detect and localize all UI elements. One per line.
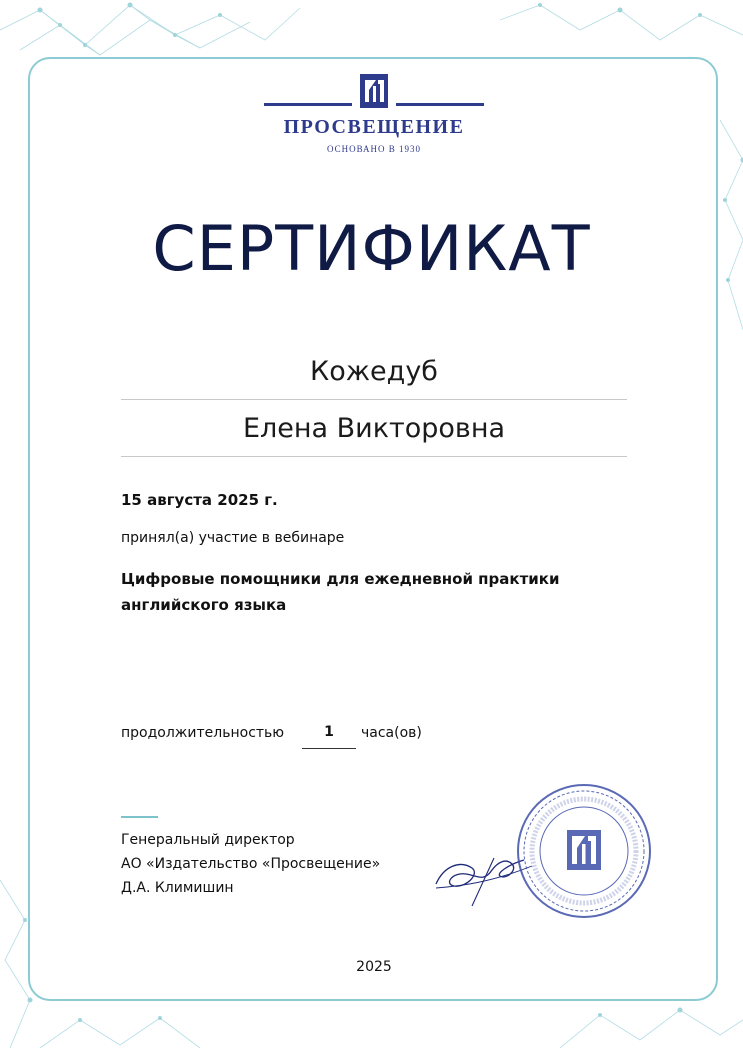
duration-unit: часа(ов): [361, 725, 422, 741]
duration-underline: [302, 748, 356, 749]
logo-line-left: [264, 103, 352, 106]
divider: [121, 399, 627, 400]
duration-label: продолжительностью: [121, 725, 285, 741]
official-seal-stamp: [515, 782, 653, 920]
certificate-year: 2025: [356, 959, 392, 975]
recipient-first-middle-name: Елена Викторовна: [242, 413, 506, 444]
publisher-logo: [264, 74, 484, 158]
divider: [121, 456, 627, 457]
signatory-position: Генеральный директор: [121, 832, 295, 848]
participation-text: принял(а) участие в вебинаре: [121, 530, 345, 546]
signatory-name: Д.А. Климишин: [121, 880, 234, 896]
signatory-organization: АО «Издательство «Просвещение»: [121, 856, 381, 872]
logo-emblem-icon: [360, 74, 388, 108]
webinar-title: Цифровые помощники для ежедневной практики английского языка: [121, 570, 560, 614]
accent-line: [121, 816, 158, 818]
duration-value: 1: [324, 724, 334, 740]
recipient-last-name: Кожедуб: [310, 356, 438, 387]
logo-tagline: ОСНОВАНО В 1930: [326, 144, 422, 154]
logo-line-right: [396, 103, 484, 106]
logo-wordmark: ПРОСВЕЩЕНИЕ: [283, 116, 465, 138]
certificate-title: СЕРТИФИКАТ: [152, 212, 591, 285]
event-date: 15 августа 2025 г.: [121, 491, 278, 509]
